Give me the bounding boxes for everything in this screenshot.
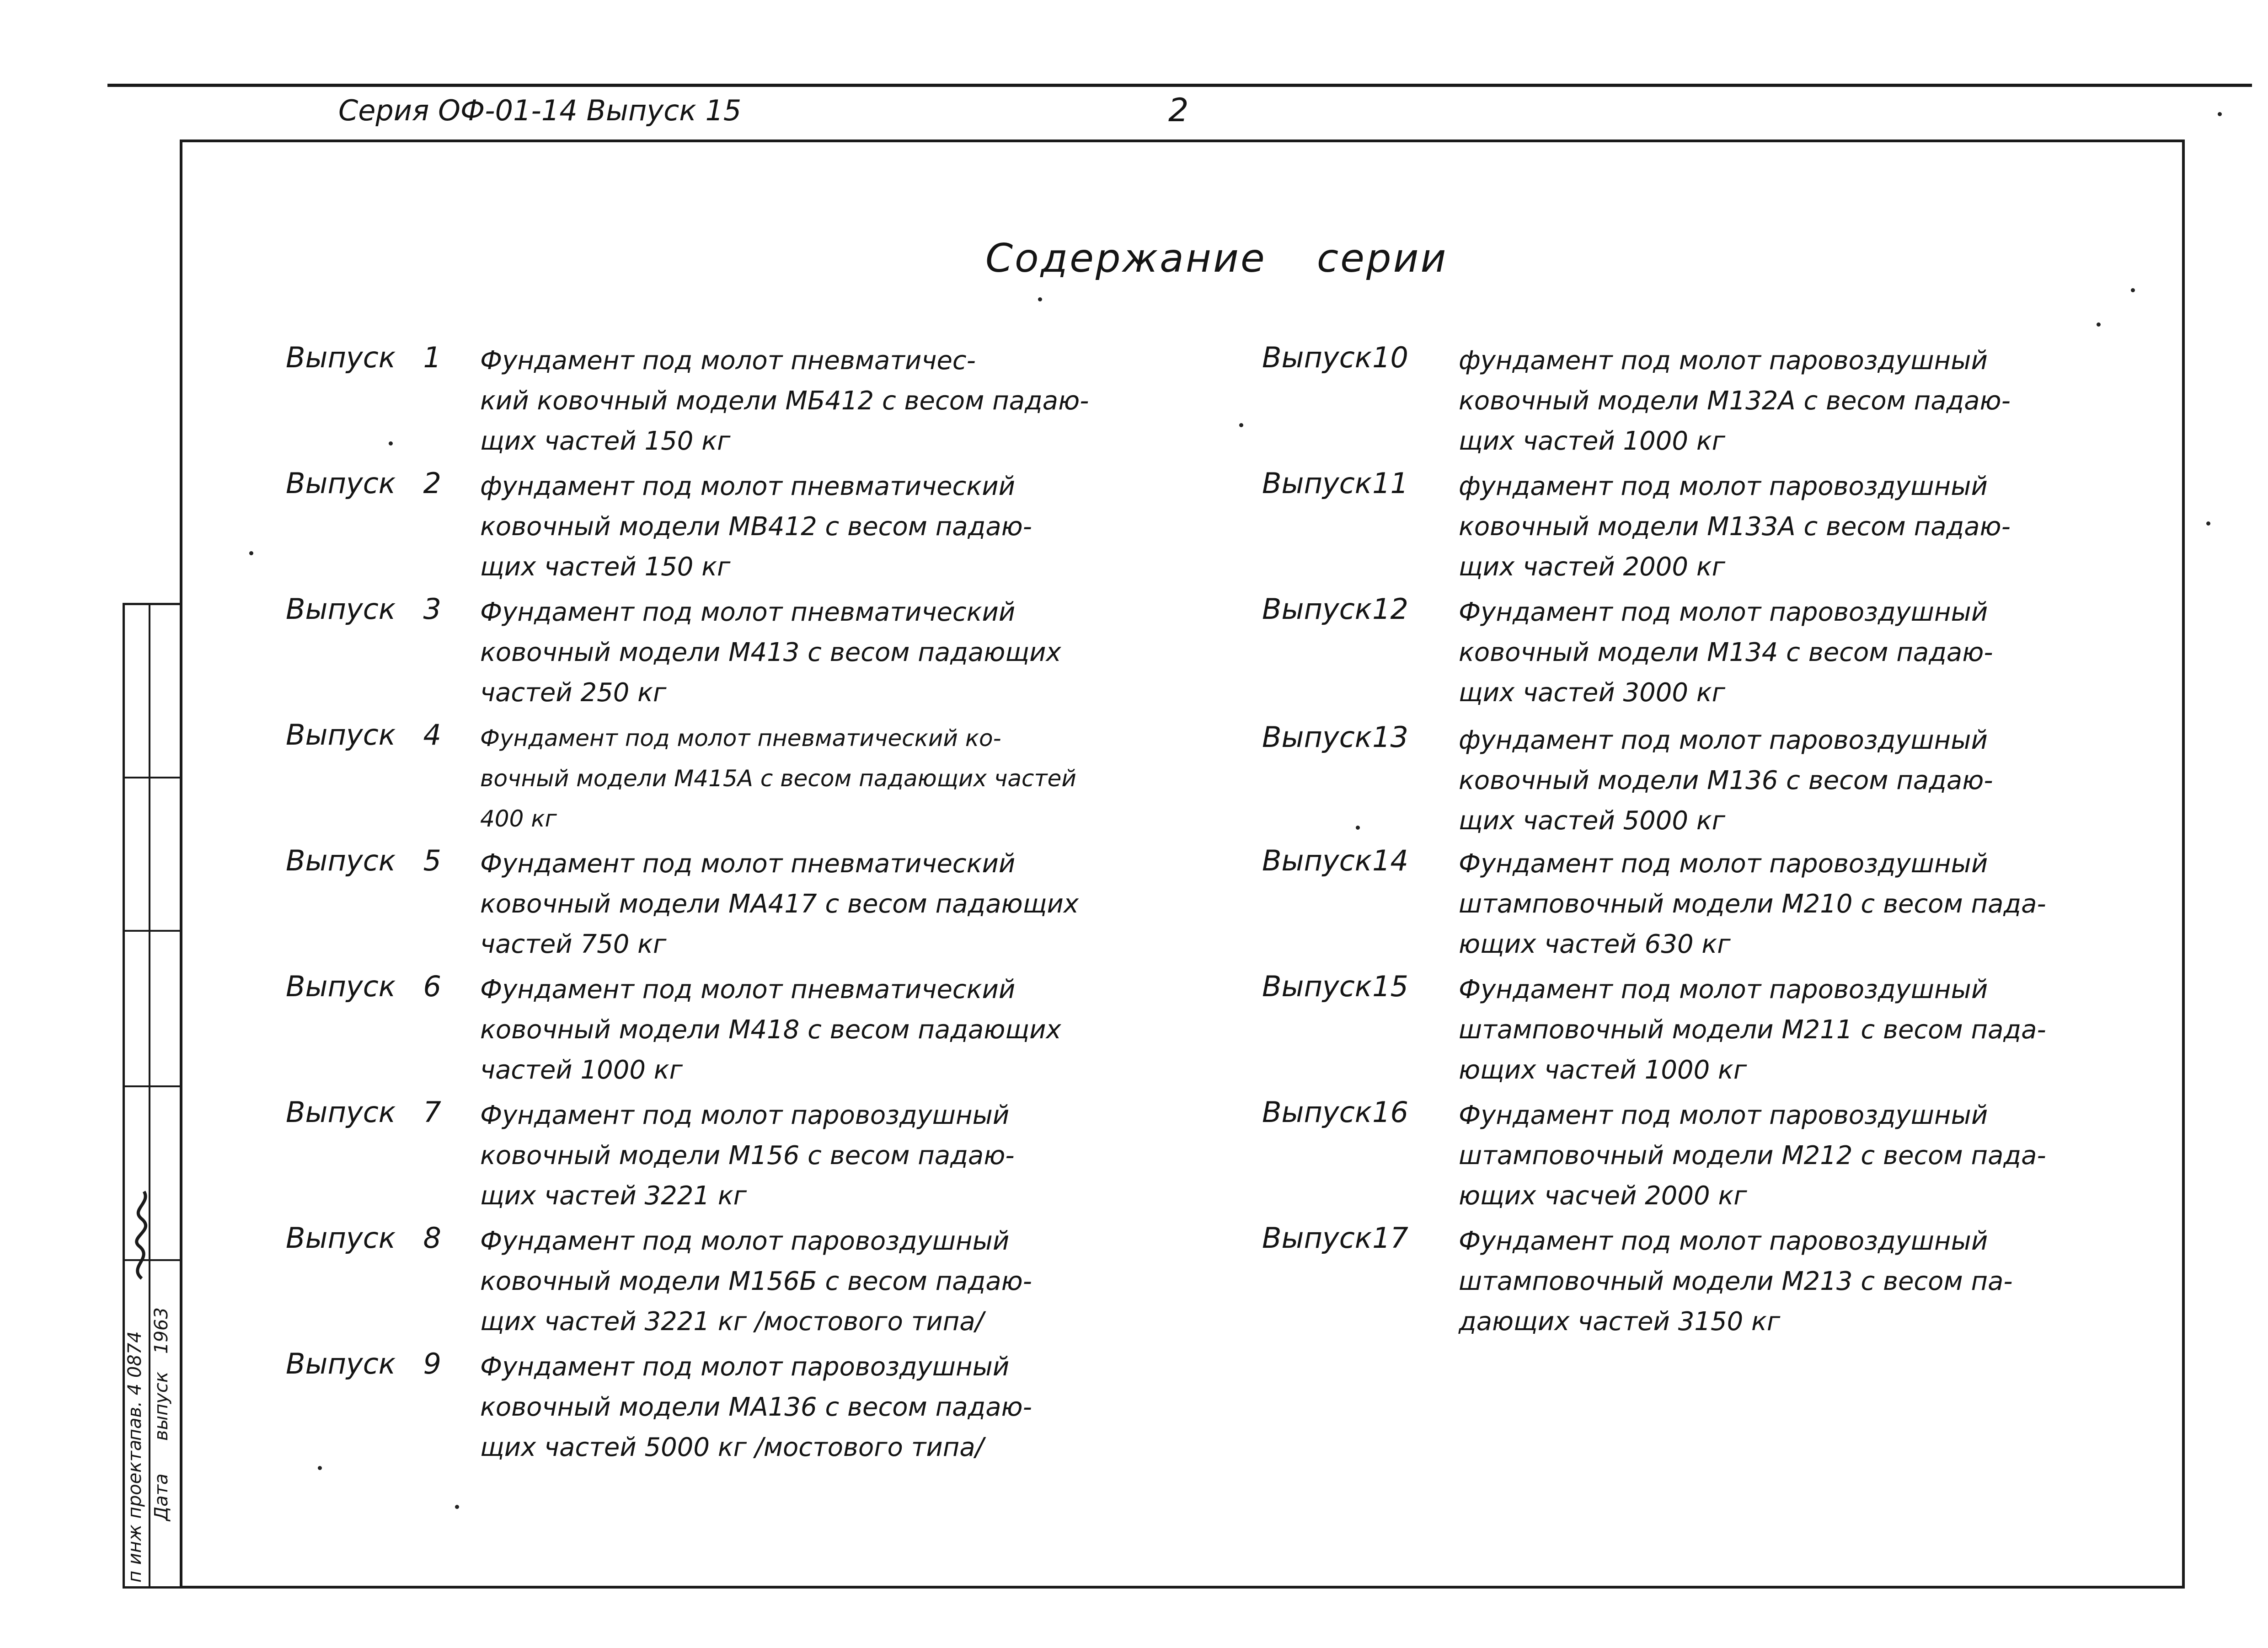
issue-description: Фундамент под молот пневматический ковочный модели М413 с весом падающих частей 250 кг (480, 597, 1061, 708)
issue-number: 7 (423, 1095, 441, 1129)
issue-number: 3 (423, 592, 441, 626)
issue-description: фундамент под молот пневматический ковочный модели МВ412 с весом падаю- щих частей 150 кг (480, 472, 1032, 582)
stamp-divider (125, 777, 180, 778)
issue-number: 11 (1372, 467, 1408, 500)
issue-number: 12 (1372, 592, 1408, 626)
issue-entry (286, 970, 1392, 1089)
page-number: 2 (1168, 91, 1189, 129)
scan-speck (1356, 826, 1360, 830)
top-rule (107, 84, 2252, 87)
issue-description: фундамент под молот паровоздушный ковочный модели М136 с весом падаю- щих частей 5000 кг (1459, 725, 1993, 836)
scan-speck (389, 441, 393, 446)
issue-description: Фундамент под молот паровоздушный ковочный модели МА136 с весом падаю- щих частей 5000 кг /мостового типа/ (480, 1352, 1032, 1462)
issue-entry (1262, 341, 2094, 460)
issue-description: Фундамент под молот паровоздушный ковочный модели М156 с весом падаю- щих частей 3221 кг (480, 1100, 1015, 1211)
issue-label: Выпуск (1262, 720, 1372, 754)
issue-entry (286, 341, 1392, 460)
issue-entry (1262, 592, 2094, 711)
issue-entry (1262, 467, 2094, 585)
issue-label: Выпуск (286, 844, 396, 877)
issue-entry (286, 1347, 1392, 1466)
issue-description: Фундамент под молот паровоздушный штамповочный модели М211 с весом пада- ющих частей 1000 кг (1459, 975, 2046, 1085)
issue-label: Выпуск (286, 1221, 396, 1255)
issue-description: Фундамент под молот пневматический ковочный модели МА417 с весом падающих частей 750 кг (480, 849, 1079, 959)
issue-number: 14 (1372, 844, 1408, 877)
issue-label: Выпуск (1262, 844, 1372, 877)
issue-description: Фундамент под молот паровоздушный ковочный модели М156Б с весом падаю- щих частей 3221 кг /мостового типа/ (480, 1226, 1032, 1337)
issue-label: Выпуск (286, 467, 396, 500)
issue-number: 10 (1372, 341, 1408, 374)
issue-entry (286, 1221, 1392, 1340)
issue-description: Фундамент под молот пневматический ковочный модели М418 с весом падающих частей 1000 кг (480, 975, 1061, 1085)
issue-entry (286, 1095, 1392, 1214)
issue-description: фундамент под молот паровоздушный ковочный модели М133А с весом падаю- щих частей 2000 кг (1459, 472, 2011, 582)
scan-speck (2131, 288, 2135, 292)
issue-entry (286, 467, 1392, 585)
stamp-project-label: п инж проекта (124, 1439, 145, 1583)
page-title (985, 236, 1448, 281)
issue-entry (286, 718, 1392, 837)
issue-label: Выпуск (286, 341, 396, 374)
scan-speck (2218, 112, 2222, 116)
issue-description: Фундамент под молот паровоздушный штамповочный модели М210 с весом пада- ющих частей 630 кг (1459, 849, 2046, 959)
issue-number: 5 (423, 844, 441, 877)
issue-entry (286, 592, 1392, 711)
series-header: Серия ОФ-01-14 Выпуск 15 (338, 94, 742, 127)
issue-number: 15 (1372, 970, 1408, 1003)
issue-number: 8 (423, 1221, 441, 1255)
issue-number: 4 (423, 718, 441, 752)
title-word-contents: Содержание (985, 236, 1267, 281)
stamp-date-label: Дата (151, 1473, 172, 1521)
scan-speck (1239, 423, 1243, 427)
issue-description: Фундамент под молот паровоздушный штамповочный модели М213 с весом па- дающих частей 3150 кг (1459, 1226, 2013, 1337)
stamp-divider (125, 1085, 180, 1087)
issue-number: 1 (423, 341, 441, 374)
issue-entry (1262, 970, 2094, 1089)
issue-label: Выпуск (1262, 467, 1372, 500)
issue-description: фундамент под молот паровоздушный ковочный модели М132А с весом падаю- щих частей 1000 кг (1459, 346, 2011, 456)
issue-entry (1262, 720, 2094, 839)
issue-entry (1262, 1095, 2094, 1214)
scan-speck (249, 551, 253, 555)
scan-speck (455, 1505, 459, 1509)
issue-number: 6 (423, 970, 441, 1003)
issue-entry (286, 844, 1392, 963)
stamp-project-value: пав. 4 0874 (124, 1331, 145, 1441)
issue-label: Выпуск (286, 718, 396, 752)
issue-entry (1262, 1221, 2094, 1340)
issue-label: Выпуск (1262, 1221, 1372, 1255)
scan-speck (318, 1466, 322, 1470)
issue-label: Выпуск (1262, 970, 1372, 1003)
issue-description: Фундамент под молот паровоздушный штамповочный модели М212 с весом пада- ющих часчей 2000 кг (1459, 1100, 2046, 1211)
issue-number: 9 (423, 1347, 441, 1380)
issue-label: Выпуск (286, 592, 396, 626)
signature-mark (123, 1189, 160, 1281)
issue-number: 2 (423, 467, 441, 500)
issue-description: Фундамент под молот пневматичес- кий ковочный модели МБ412 с весом падаю- щих частей 150 кг (480, 346, 1089, 456)
stamp-issue-label: выпуск (151, 1371, 172, 1441)
stamp-divider-vertical (149, 605, 150, 1586)
issue-description: Фундамент под молот пневматический ко- вочный модели М415А с весом падающих частей 400 кг (480, 725, 1076, 832)
issue-entry (1262, 844, 2094, 963)
stamp-divider (125, 930, 180, 932)
issue-label: Выпуск (1262, 1095, 1372, 1129)
title-word-series: серии (1316, 236, 1448, 281)
scan-speck (2097, 322, 2101, 327)
issue-label: Выпуск (1262, 592, 1372, 626)
scan-speck (2206, 521, 2210, 526)
issue-number: 17 (1372, 1221, 1408, 1255)
issue-label: Выпуск (286, 970, 396, 1003)
issue-number: 13 (1372, 720, 1408, 754)
issue-description: Фундамент под молот паровоздушный ковочный модели М134 с весом падаю- щих частей 3000 кг (1459, 597, 1993, 708)
stamp-issue-value: 1963 (151, 1307, 172, 1354)
issue-number: 16 (1372, 1095, 1408, 1129)
issue-label: Выпуск (1262, 341, 1372, 374)
scan-speck (1038, 297, 1042, 301)
issue-label: Выпуск (286, 1347, 396, 1380)
issue-label: Выпуск (286, 1095, 396, 1129)
